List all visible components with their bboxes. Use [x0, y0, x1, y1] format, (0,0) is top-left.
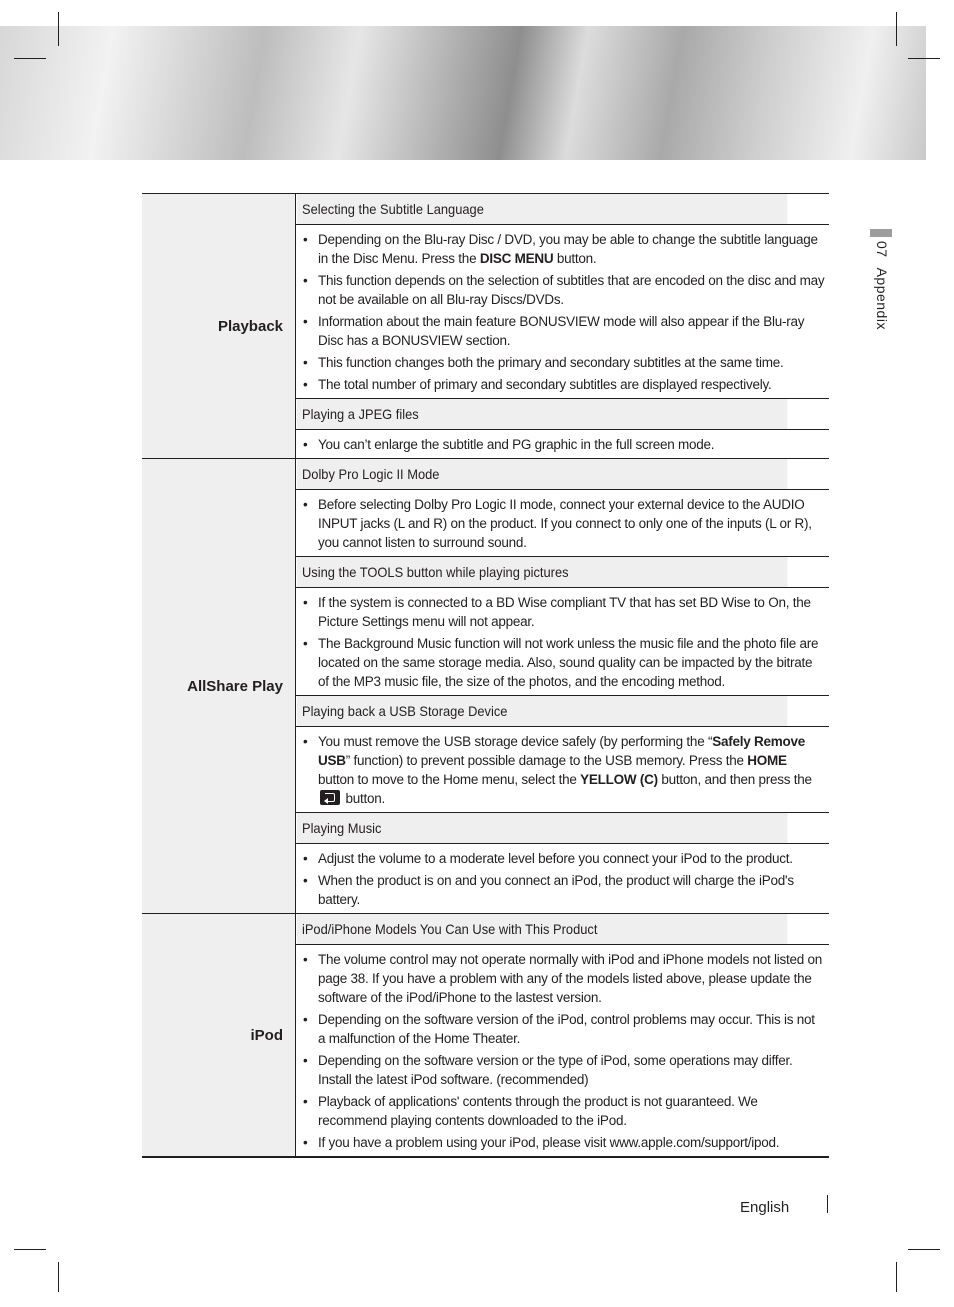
button-keyword: Safely Remove USB	[318, 734, 806, 768]
bullet-list	[300, 849, 825, 909]
category-label: AllShare Play	[142, 459, 296, 914]
bullet-text: If the system is connected to a BD Wise compliant TV that has set BD Wise to On, the Picture Settings menu will not appear.	[318, 595, 811, 629]
bullet-item	[300, 732, 825, 808]
category-label: Playback	[142, 194, 296, 459]
bullet-list	[300, 732, 825, 808]
crop-mark	[58, 1262, 59, 1292]
bullet-item	[300, 1010, 825, 1048]
bullet-item	[300, 634, 825, 691]
bullet-text: You must remove the USB storage device safely (by performing the “	[318, 734, 713, 749]
bullet-item	[300, 312, 825, 350]
crop-mark	[896, 12, 897, 46]
bullet-list	[300, 230, 825, 394]
bullet-text: Information about the main feature BONUSVIEW mode will also appear if the Blu-ray Disc has a BONUSVIEW section.	[318, 314, 805, 348]
chapter-title: Appendix	[874, 267, 890, 330]
subsection-title: Selecting the Subtitle Language	[296, 194, 787, 225]
category-label: iPod	[142, 914, 296, 1158]
subsection-body	[296, 490, 830, 557]
button-keyword: HOME	[747, 753, 787, 768]
bullet-list	[300, 435, 825, 454]
bullet-item	[300, 849, 825, 868]
crop-mark	[908, 58, 940, 59]
crop-mark	[908, 1249, 940, 1250]
bullet-item	[300, 495, 825, 552]
chapter-number: 07	[874, 241, 890, 258]
bullet-text: When the product is on and you connect an iPod, the product will charge the iPod's battery.	[318, 873, 794, 907]
chapter-tab-marker	[870, 229, 892, 237]
header-band	[0, 26, 926, 160]
enter-icon	[320, 790, 340, 805]
bullet-item	[300, 871, 825, 909]
bullet-text: Depending on the Blu-ray Disc / DVD, you may be able to change the subtitle language in the Disc Menu. Press the	[318, 232, 818, 266]
bullet-item	[300, 271, 825, 309]
bullet-item	[300, 375, 825, 394]
bullet-text: Depending on the software version or the type of iPod, some operations may differ. Install the latest iPod software. (recommended)	[318, 1053, 793, 1087]
notes-table	[142, 193, 829, 1158]
bullet-text: button, and then press the	[657, 772, 812, 787]
subsection-title: Dolby Pro Logic II Mode	[296, 459, 787, 490]
bullet-text: The volume control may not operate normally with iPod and iPhone models not listed on page 38. If you have a problem with any of the models listed above, please update the software of the iPod/iPhone to the lastest version.	[318, 952, 823, 1005]
subsection-header-row	[142, 914, 829, 945]
bullet-text: This function changes both the primary and secondary subtitles at the same time.	[318, 355, 784, 370]
bullet-text: The Background Music function will not work unless the music file and the photo file are located on the same storage media. Also, sound quality can be impacted by the bitrate of the MP3 music file, the size of the photos, and the encoding method.	[318, 636, 819, 689]
button-keyword: YELLOW (C)	[580, 772, 658, 787]
subsection-title: iPod/iPhone Models You Can Use with This Product	[296, 914, 787, 945]
crop-mark	[58, 12, 59, 46]
subsection-body	[296, 844, 830, 914]
bullet-text: ” function) to prevent possible damage to the USB memory. Press the	[345, 753, 748, 768]
bullet-item	[300, 435, 825, 454]
subsection-title: Playing Music	[296, 813, 787, 844]
bullet-item	[300, 593, 825, 631]
chapter-tab-label	[874, 241, 890, 330]
bullet-list	[300, 495, 825, 552]
subsection-body	[296, 727, 830, 813]
subsection-title: Playing a JPEG files	[296, 399, 787, 430]
subsection-title: Using the TOOLS button while playing pictures	[296, 557, 787, 588]
bullet-text: button to move to the Home menu, select the	[318, 772, 581, 787]
bullet-item	[300, 230, 825, 268]
bullet-text: If you have a problem using your iPod, please visit www.apple.com/support/ipod.	[318, 1135, 780, 1150]
crop-mark	[896, 1262, 897, 1292]
bullet-item	[300, 1133, 825, 1152]
chapter-tab	[870, 229, 892, 369]
bullet-text: Playback of applications' contents through the product is not guaranteed. We recommend playing contents downloaded to the iPod.	[318, 1094, 758, 1128]
bullet-text: button.	[553, 251, 597, 266]
subsection-header-row	[142, 459, 829, 490]
bullet-item	[300, 1051, 825, 1089]
bullet-text: button.	[342, 791, 386, 806]
footer-rule	[827, 1195, 828, 1213]
subsection-body	[296, 225, 830, 399]
bullet-text: The total number of primary and secondary subtitles are displayed respectively.	[318, 377, 772, 392]
subsection-header-row	[142, 194, 829, 225]
bullet-list	[300, 950, 825, 1152]
footer-language: English	[740, 1199, 790, 1216]
notes-table-body	[142, 194, 829, 1158]
subsection-body	[296, 430, 830, 459]
bullet-text: Before selecting Dolby Pro Logic II mode, connect your external device to the AUDIO INPUT jacks (L and R) on the product. If you connect to only one of the inputs (L or R), you cannot listen to surround sound.	[318, 497, 812, 550]
crop-mark	[14, 58, 46, 59]
bullet-item	[300, 1092, 825, 1130]
bullet-text: You can’t enlarge the subtitle and PG graphic in the full screen mode.	[318, 437, 715, 452]
bullet-item	[300, 950, 825, 1007]
bullet-text: Depending on the software version of the iPod, control problems may occur. This is not a malfunction of the Home Theater.	[318, 1012, 815, 1046]
button-keyword: DISC MENU	[479, 251, 554, 266]
bullet-list	[300, 593, 825, 691]
bullet-text: This function depends on the selection of subtitles that are encoded on the disc and may not be available on all Blu-ray Discs/DVDs.	[318, 273, 825, 307]
subsection-body	[296, 945, 830, 1158]
subsection-body	[296, 588, 830, 696]
crop-mark	[14, 1249, 46, 1250]
bullet-item	[300, 353, 825, 372]
bullet-text: Adjust the volume to a moderate level before you connect your iPod to the product.	[318, 851, 793, 866]
subsection-title: Playing back a USB Storage Device	[296, 696, 787, 727]
